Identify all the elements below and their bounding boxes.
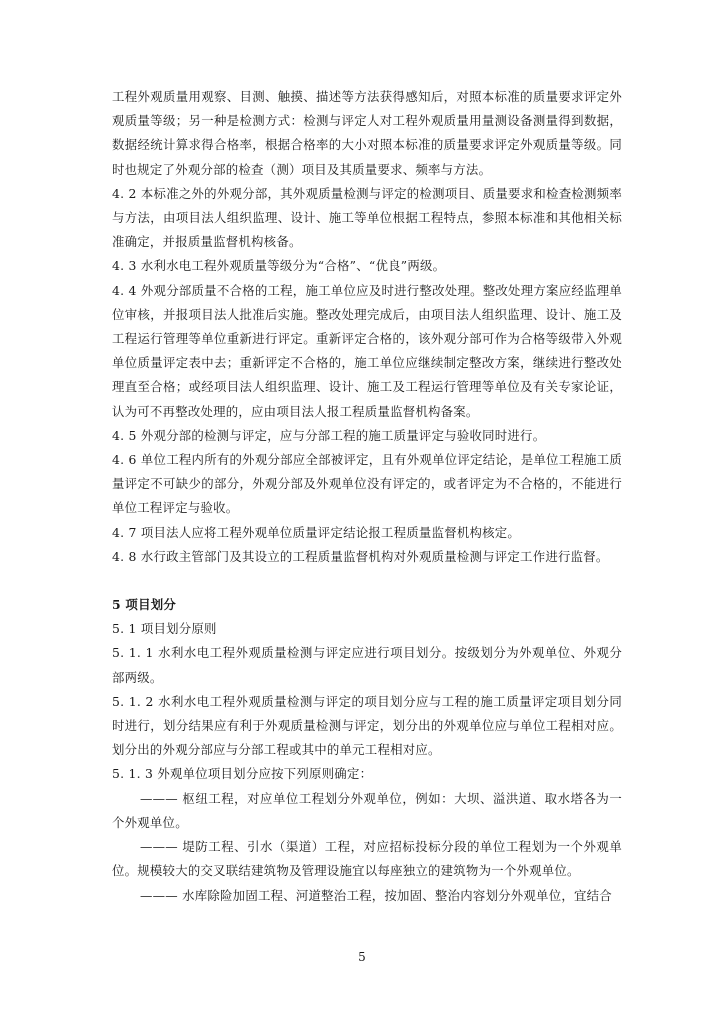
clause-5-1-1: 5. 1. 1 水利水电工程外观质量检测与评定应进行项目划分。按级划分为外观单位、外观分部两级。 bbox=[112, 645, 622, 685]
clause-5-1-2: 5. 1. 2 水利水电工程外观质量检测与评定的项目划分应与工程的施工质量评定项目划分同时进行，划分结果应有利于外观质量检测与评定，划分出的外观单位应与单位工程相对应。划分出的外观分部应与分部工程或其中的单元工程相对应。 bbox=[112, 693, 622, 758]
clause-4-3: 4. 3 水利水电工程外观质量等级分为“合格”、“优良”两级。 bbox=[112, 258, 446, 274]
clause-4-4: 4. 4 外观分部质量不合格的工程，施工单位应及时进行整改处理。整改处理方案应经监理单位审核，并报项目法人批准后实施。整改处理完成后，由项目法人组织监理、设计、施工及工程运行管理等单位重新进行评定。重新评定合格的，该外观分部可作为合格等级带入外观单位质量评定表中去；重新评定不合格的，施工单位应继续制定整改方案，继续进行整改处理直至合格；或经项目法人组织监理、设计、施工及工程运行管理等单位及有关专家论证，认为可不再整改处理的，应由项目法人报工程质量监督机构备案。 bbox=[112, 282, 622, 419]
list-item-embankment-project: ——— 堤防工程、引水（渠道）工程，对应招标投标分段的单位工程划为一个外观单位。规模较大的交叉联结建筑物及管理设施宜以每座独立的建筑物为一个外观单位。 bbox=[112, 839, 622, 879]
document-body bbox=[112, 85, 622, 908]
section-heading-5: 5 项目划分 bbox=[112, 597, 176, 613]
clause-4-5: 4. 5 外观分部的检测与评定，应与分部工程的施工质量评定与验收同时进行。 bbox=[112, 427, 546, 443]
subsection-heading-5-1: 5. 1 项目划分原则 bbox=[112, 621, 217, 637]
list-item-hub-project: ——— 枢纽工程，对应单位工程划分外观单位，例如：大坝、溢洪道、取水塔各为一个外观单位。 bbox=[112, 790, 622, 830]
clause-4-2: 4. 2 本标准之外的外观分部，其外观质量检测与评定的检测项目、质量要求和检查检测频率与方法，由项目法人组织监理、设计、施工等单位根据工程特点，参照本标准和其他相关标准确定，并报质量监督机构核备。 bbox=[112, 185, 622, 250]
clause-4-8: 4. 8 水行政主管部门及其设立的工程质量监督机构对外观质量检测与评定工作进行监督。 bbox=[112, 548, 609, 564]
paragraph-intro: 工程外观质量用观察、目测、触摸、描述等方法获得感知后，对照本标准的质量要求评定外观质量等级；另一种是检测方式：检测与评定人对工程外观质量用量测设备测量得到数据，数据经统计算求得合格率，根据合格率的大小对照本标准的质量要求评定外观质量等级。同时也规定了外观分部的检查（测）项目及其质量要求、频率与方法。 bbox=[112, 89, 622, 177]
page-number: 5 bbox=[358, 950, 366, 964]
clause-5-1-3: 5. 1. 3 外观单位项目划分应按下列原则确定： bbox=[112, 766, 373, 782]
clause-4-6: 4. 6 单位工程内所有的外观分部应全部被评定，且有外观单位评定结论，是单位工程施工质量评定不可缺少的部分，外观分部及外观单位没有评定的，或者评定为不合格的，不能进行单位工程评定与验收。 bbox=[112, 452, 622, 516]
clause-4-7: 4. 7 项目法人应将工程外观单位质量评定结论报工程质量监督机构核定。 bbox=[112, 524, 521, 540]
list-item-reservoir-project: ——— 水库除险加固工程、河道整治工程，按加固、整治内容划分外观单位，宜结合 bbox=[140, 887, 612, 903]
